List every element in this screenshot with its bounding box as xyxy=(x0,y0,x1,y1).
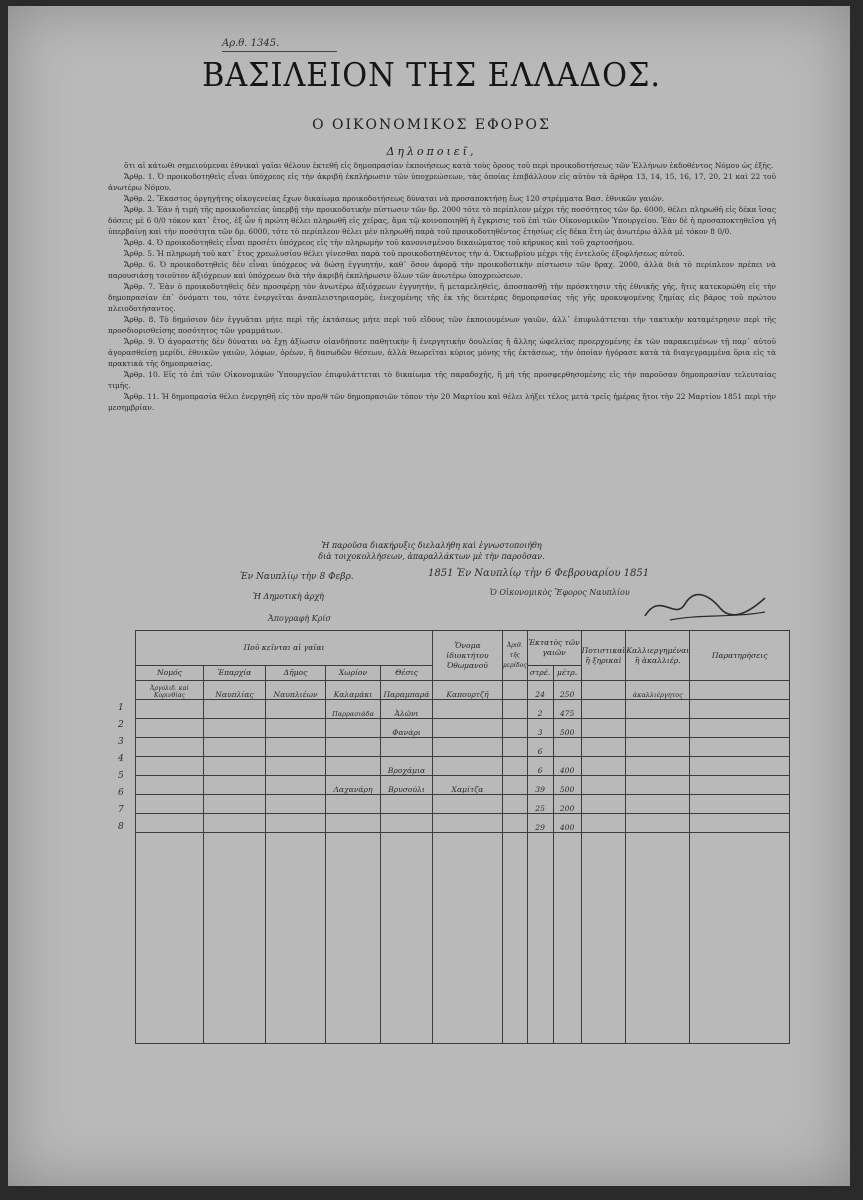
cell-irrigated xyxy=(581,700,626,719)
cell-metres: 500 xyxy=(553,719,581,738)
cell-notes xyxy=(690,757,790,776)
cell-location: Παραμπαρά xyxy=(381,681,433,700)
cell-irrigated xyxy=(581,757,626,776)
cell-prefecture xyxy=(136,738,204,757)
notes-header: Παρατηρήσεις xyxy=(690,631,790,681)
document-title: ΒΑΣΙΛΕΙΟΝ ΤΗΣ ΕΛΛΑΔΟΣ. xyxy=(202,55,661,94)
cell-prefecture: Ἀργολιδ. καὶ Κορινθίας xyxy=(136,681,204,700)
cell-village: Λαχανάρη xyxy=(326,776,381,795)
empty-cell xyxy=(326,833,381,1044)
municipal-authority-label: Ἡ Δημοτικὴ ἀρχὴ xyxy=(253,592,324,601)
cell-location: Βροχάμια xyxy=(381,757,433,776)
cell-province xyxy=(204,700,266,719)
cell-owner xyxy=(433,719,503,738)
table-row xyxy=(136,681,790,700)
cell-municipality xyxy=(266,738,326,757)
cell-stremmata: 2 xyxy=(527,700,553,719)
row-number: 8 xyxy=(118,822,124,832)
cell-prefecture xyxy=(136,776,204,795)
cell-irrigated xyxy=(581,738,626,757)
cell-location xyxy=(381,795,433,814)
cell-prefecture xyxy=(136,757,204,776)
empty-cell xyxy=(690,833,790,1044)
cell-cultivated: ἀκαλλιέργητος xyxy=(626,681,690,700)
cell-notes xyxy=(690,681,790,700)
cell-stremmata: 3 xyxy=(527,719,553,738)
table-row xyxy=(136,757,790,776)
row-number: 5 xyxy=(118,771,124,781)
cell-metres: 400 xyxy=(553,814,581,833)
article-1: Ἄρθρ. 1. Ὁ προικοδοτηθεὶς εἶναι ὑπόχρεος εἰς τὴν ἀκριβῆ ἐκπλήρωσιν τῶν ὑποχρεώσεων, τὰς ὁποίας ἐπιβάλλουν εἰς αὐτὸν τὰ ἄρθρα 13, 14, 15, 16, 17, 20, 21 καὶ 22 τοῦ ἀνωτέρω Νόμου. xyxy=(108,172,776,192)
cell-cultivated xyxy=(626,719,690,738)
cell-metres: 400 xyxy=(553,757,581,776)
cell-province: Ναυπλίας xyxy=(204,681,266,700)
cell-province xyxy=(204,795,266,814)
cell-owner xyxy=(433,814,503,833)
cell-municipality: Ναυπλιέων xyxy=(266,681,326,700)
cell-owner xyxy=(433,795,503,814)
cell-parcel xyxy=(503,757,528,776)
article-10: Ἄρθρ. 10. Εἰς τὸ ἐπὶ τῶν Οἰκονομικῶν Ὑπουργεῖον ἐπιφυλάττεται τὸ δικαίωμα τῆς παραδοχῆς, ἢ μὴ τῆς προσφερθησομένης εἰς τὴν παροῦσαν δημοπρασίαν τελευταίας τιμῆς. xyxy=(108,370,776,390)
cell-location xyxy=(381,738,433,757)
article-5: Ἄρθρ. 5. Ἡ πληρωμὴ τοῦ κατ᾿ ἔτος χρεωλυσίου θέλει γίνεσθαι παρὰ τοῦ προικοδοτηθέντος τὴν ά. Ὀκτωβρίου μέχρι τῆς ἐντελοῦς ἐξοφλήσεως αὐτοῦ. xyxy=(124,249,685,258)
cell-municipality xyxy=(266,814,326,833)
village-header: Χωρίον xyxy=(326,666,381,681)
cell-province xyxy=(204,814,266,833)
cell-province xyxy=(204,738,266,757)
cell-prefecture xyxy=(136,795,204,814)
cell-metres: 475 xyxy=(553,700,581,719)
cell-province xyxy=(204,776,266,795)
article-3: Ἄρθρ. 3. Ἐὰν ἡ τιμὴ τῆς προικοδοτείας ὑπερβῇ τὴν προικοδοτικὴν πίστωσιν τῶν δρ. 2000 τότε τὸ περίπλεον μέχρι τῆς ποσότητος τῶν δρ. 6000, θέλει πληρωθῆ εἰς δέκα ἴσας δόσεις μὲ 6 0/0 τόκον κατ᾿ ἔτος, ἐξ ὧν ἡ πρώτη θέλει πληρωθῆ εἰς χεῖρας, ἅμα τῷ κοινοποιηθῆ ἡ ἔγκρισις τοῦ ἐπὶ τῶν Οἰκονομικῶν Ὑπουργείου. Ἐὰν δὲ ἡ προσαποκτηθεῖσα γῆ ὑπερβαίνῃ καὶ τὴν ποσότητα τῶν δρ. 6000, τότε τὸ περίπλεον θέλει μὲν πληρωθῆ παρὰ τοῦ προικοδοτηθέντος ἐτησίως εἰς δέκα ἔτη ὡς ἀνωτέρω ἀλλὰ μὲ τόκον 8 0/0. xyxy=(108,205,776,236)
table-row xyxy=(136,700,790,719)
issue-date: 1851 Ἐν Ναυπλίῳ τὴν 6 Φεβρουαρίου 1851 xyxy=(428,568,650,579)
cultivated-header: Καλλιεργημέναι ἢ ἀκαλλιέρ. xyxy=(626,631,690,681)
cell-parcel xyxy=(503,700,528,719)
cell-village xyxy=(326,738,381,757)
row-number: 7 xyxy=(118,805,124,815)
cell-stremmata: 6 xyxy=(527,757,553,776)
closing-line-2: διὰ τοιχοκολλήσεων, ἀπαραλλάκτων μὲ τὴν παροῦσαν. xyxy=(318,552,545,561)
cell-owner: Καπουρτζῆ xyxy=(433,681,503,700)
cell-cultivated xyxy=(626,814,690,833)
empty-cell xyxy=(581,833,626,1044)
cell-parcel xyxy=(503,719,528,738)
cell-municipality xyxy=(266,700,326,719)
cell-irrigated xyxy=(581,776,626,795)
stremmata-header: στρέ. xyxy=(527,666,553,681)
cell-owner xyxy=(433,700,503,719)
cell-village xyxy=(326,795,381,814)
cell-notes xyxy=(690,738,790,757)
prefecture-header: Νομός xyxy=(136,666,204,681)
cell-parcel xyxy=(503,681,528,700)
cell-notes xyxy=(690,719,790,738)
row-number: 6 xyxy=(118,788,124,798)
cell-metres: 250 xyxy=(553,681,581,700)
cell-parcel xyxy=(503,776,528,795)
cell-village: Καλαμάκι xyxy=(326,681,381,700)
document-number: Αρ.θ. 1345. xyxy=(222,38,337,52)
closing-note xyxy=(0,540,863,562)
empty-cell xyxy=(136,833,204,1044)
cell-municipality xyxy=(266,757,326,776)
intro-paragraph: ὅτι αἱ κάτωθι σημειούμεναι ἐθνικαὶ γαῖαι θέλουν ἐκτεθῆ εἰς δημοπρασίαν ἐκποιήσεως κατὰ τοὺς ὅρους τοῦ περὶ προικοδοτήσεως τῶν Ἑλλήνων ἐκδοθέντος Νόμου ὡς ἑξῆς. xyxy=(124,161,774,170)
article-2: Ἄρθρ. 2. Ἕκαστος ὁργηγήτης οἰκογενείας ἔχων δικαίωμα προικοδοτήσεως δύναται νὰ προσαποκτήσῃ ἕως 120 στρέμματα Βασ. ἐθνικῶν γαιῶν. xyxy=(124,194,665,203)
article-4: Ἄρθρ. 4. Ὁ προικοδοτηθεὶς εἶναι προσέτι ὑπόχρεος εἰς τὴν πληρωμὴν τοῦ κανονισμένου δικαιώματος τοῦ κήρυκος καὶ τοῦ χαρτοσήμου. xyxy=(124,238,635,247)
cell-cultivated xyxy=(626,757,690,776)
closing-line-1: Ἡ παροῦσα διακήρυξις διελαλήθη καὶ ἐγνωστοποιήθη xyxy=(321,541,542,550)
cell-irrigated xyxy=(581,795,626,814)
cell-notes xyxy=(690,795,790,814)
cell-parcel xyxy=(503,738,528,757)
director-signature xyxy=(640,586,770,626)
location-group-header: Ποῦ κεῖνται αἱ γαῖαι xyxy=(136,631,433,666)
cell-irrigated xyxy=(581,719,626,738)
cell-village xyxy=(326,719,381,738)
cell-metres: 200 xyxy=(553,795,581,814)
cell-location: Ἀλῶνι xyxy=(381,700,433,719)
cell-prefecture xyxy=(136,814,204,833)
cell-prefecture xyxy=(136,700,204,719)
cell-cultivated xyxy=(626,700,690,719)
row-number: 4 xyxy=(118,754,124,764)
location-header: Θέσις xyxy=(381,666,433,681)
cell-village xyxy=(326,814,381,833)
terms-text xyxy=(108,160,776,413)
document-subtitle: Ο ΟΙΚΟΝΟΜΙΚΟΣ ΕΦΟΡΟΣ xyxy=(312,117,551,133)
cell-owner: Χαμίτζα xyxy=(433,776,503,795)
empty-cell xyxy=(553,833,581,1044)
cell-owner xyxy=(433,757,503,776)
cell-parcel xyxy=(503,814,528,833)
cell-village: Παρρασιάδα xyxy=(326,700,381,719)
municipality-header: Δῆμος xyxy=(266,666,326,681)
empty-cell xyxy=(266,833,326,1044)
cell-parcel xyxy=(503,795,528,814)
cell-irrigated xyxy=(581,681,626,700)
parcel-number-header: Ἀριθ. τῆς μερίδος xyxy=(503,631,528,681)
cell-notes xyxy=(690,814,790,833)
cell-stremmata: 24 xyxy=(527,681,553,700)
cell-stremmata: 25 xyxy=(527,795,553,814)
cell-location xyxy=(381,814,433,833)
cell-province xyxy=(204,719,266,738)
cell-stremmata: 6 xyxy=(527,738,553,757)
cell-irrigated xyxy=(581,814,626,833)
province-header: Ἐπαρχία xyxy=(204,666,266,681)
table-row xyxy=(136,738,790,757)
area-header: Ἐκτατὸς τῶν γαιῶν xyxy=(527,631,581,666)
cell-stremmata: 39 xyxy=(527,776,553,795)
empty-cell xyxy=(503,833,528,1044)
empty-cell xyxy=(381,833,433,1044)
irrigated-header: Ποτιστικαὶ ἢ ξηρικαὶ xyxy=(581,631,626,681)
cell-notes xyxy=(690,776,790,795)
empty-cell xyxy=(527,833,553,1044)
table-empty-space xyxy=(136,833,790,1044)
cell-municipality xyxy=(266,776,326,795)
metres-header: μέτρ. xyxy=(553,666,581,681)
empty-cell xyxy=(204,833,266,1044)
cell-location: Φανάρι xyxy=(381,719,433,738)
cell-prefecture xyxy=(136,719,204,738)
cell-stremmata: 29 xyxy=(527,814,553,833)
row-numbers xyxy=(118,700,132,836)
cell-location: Βρυσούλι xyxy=(381,776,433,795)
lands-table xyxy=(135,630,790,1044)
cell-cultivated xyxy=(626,776,690,795)
cell-notes xyxy=(690,700,790,719)
table-row xyxy=(136,719,790,738)
cell-metres xyxy=(553,738,581,757)
cell-province xyxy=(204,757,266,776)
row-number: 3 xyxy=(118,737,124,747)
director-title: Ὁ Οἰκονομικὸς Ἔφορος Ναυπλίου xyxy=(490,588,630,597)
table-row xyxy=(136,814,790,833)
cell-municipality xyxy=(266,795,326,814)
table-row xyxy=(136,776,790,795)
table-row xyxy=(136,795,790,814)
row-number: 2 xyxy=(118,720,124,730)
article-8: Ἄρθρ. 8. Τὸ δημόσιον δὲν ἐγγυᾶται μήτε περὶ τῆς ἐκτάσεως μήτε περὶ τοῦ εἴδους τῶν ἐκποιουμένων γαιῶν, ἀλλ᾿ ἐπιφυλάττεται τὴν τακτικὴν καταμέτρησιν περὶ τῆς προσδιορισθείσης ποσότητος τῶν γραμμάτων. xyxy=(108,315,776,335)
cell-cultivated xyxy=(626,738,690,757)
declares-label: Δηλοποιεῖ, xyxy=(386,145,477,158)
article-9: Ἄρθρ. 9. Ὁ ἀγοραστὴς δὲν δύναται νὰ ἔχῃ ἀξίωσιν οἱανδήποτε παθητικὴν ἢ ἐνεργητικὴν δουλείας ἢ ἄλλης ὠφελείας προερχομένης ἐκ τῶν παρακειμένων τῇ παρ᾿ αὐτοῦ ἀγορασθείσῃ μερίδι, ἐθνικῶν γαιῶν, λόφων, ὀρέων, ἢ δασωδῶν θέσεων, ἀλλὰ θεωρεῖται κύριος μόνης τῆς ἐκτάσεως, τὴν ὁποίαν ἠγόρασε κατὰ τὰ διαγεγραμμένα ὅρια εἰς τὰ πρακτικὰ τῆς δημοπρασίας. xyxy=(108,337,776,368)
article-6: Ἄρθρ. 6. Ὁ προικοδοτηθεὶς δὲν εἶναι ὑπόχρεος νὰ δώσῃ ἐγγυητήν, καθ᾿ ὅσον ἀφορᾷ τὴν προικοδοτικὴν πίστωσιν τῶν δραχ. 2000, ἀλλὰ διὰ τὸ περίπλεον πρέπει νὰ παρουσιάσῃ τοιοῦτον ἀξιόχρεων καὶ ὑπόχρεων διὰ τὴν ἀκριβῆ ἐκπλήρωσιν ὅλων τῶν ἀνωτέρω ὑποχρεώσεων. xyxy=(108,260,776,280)
municipal-signature: Ἀπογραφὴ Κρίσ xyxy=(268,614,331,623)
empty-cell xyxy=(433,833,503,1044)
row-number: 1 xyxy=(118,703,124,713)
article-11: Ἄρθρ. 11. Ἡ δημοπρασία θέλει ἐνεργηθῆ εἰς τὸν προ/θ τῶν δημοπρασιῶν τόπον τὴν 20 Μαρτίου καὶ θέλει λήξει τέλος μετὰ τρεῖς ἡμέρας ἤτοι τὴν 22 Μαρτίου 1851 περὶ τὴν μεσημβρίαν. xyxy=(108,392,776,412)
empty-cell xyxy=(626,833,690,1044)
owner-header: Ὄνομα ἰδιοκτήτου Ὀθωμανοῦ xyxy=(433,631,503,681)
cell-municipality xyxy=(266,719,326,738)
article-7: Ἄρθρ. 7. Ἐὰν ὁ προικοδοτηθεὶς δὲν προσφέρῃ τὸν ἀνωτέρω ἀξιόχρεων ἐγγυητήν, ἢ μεταμεληθεὶς, ἀποσπασθῇ τὴν πρόσκτησιν τῆς ἐθνικῆς γῆς, ἥτις κατεκυρώθη εἰς τὴν δημοπρασίαν ἐπ᾿ ὀνόματι του, τότε ἐνεργεῖται ἀναπλειστηριασμὸς, ἐνεχομένης τῆς ἐκ τῆς δευτέρας δημοπρασίας τῆς γῆς προκυψομένης ζημίας εἰς βάρος τοῦ πρώτου πλειοδοτήσαντος. xyxy=(108,282,776,313)
cell-village xyxy=(326,757,381,776)
cell-metres: 500 xyxy=(553,776,581,795)
cell-cultivated xyxy=(626,795,690,814)
cell-owner xyxy=(433,738,503,757)
place-date: Ἐν Ναυπλίῳ τὴν 8 Φεβρ. xyxy=(240,572,354,582)
